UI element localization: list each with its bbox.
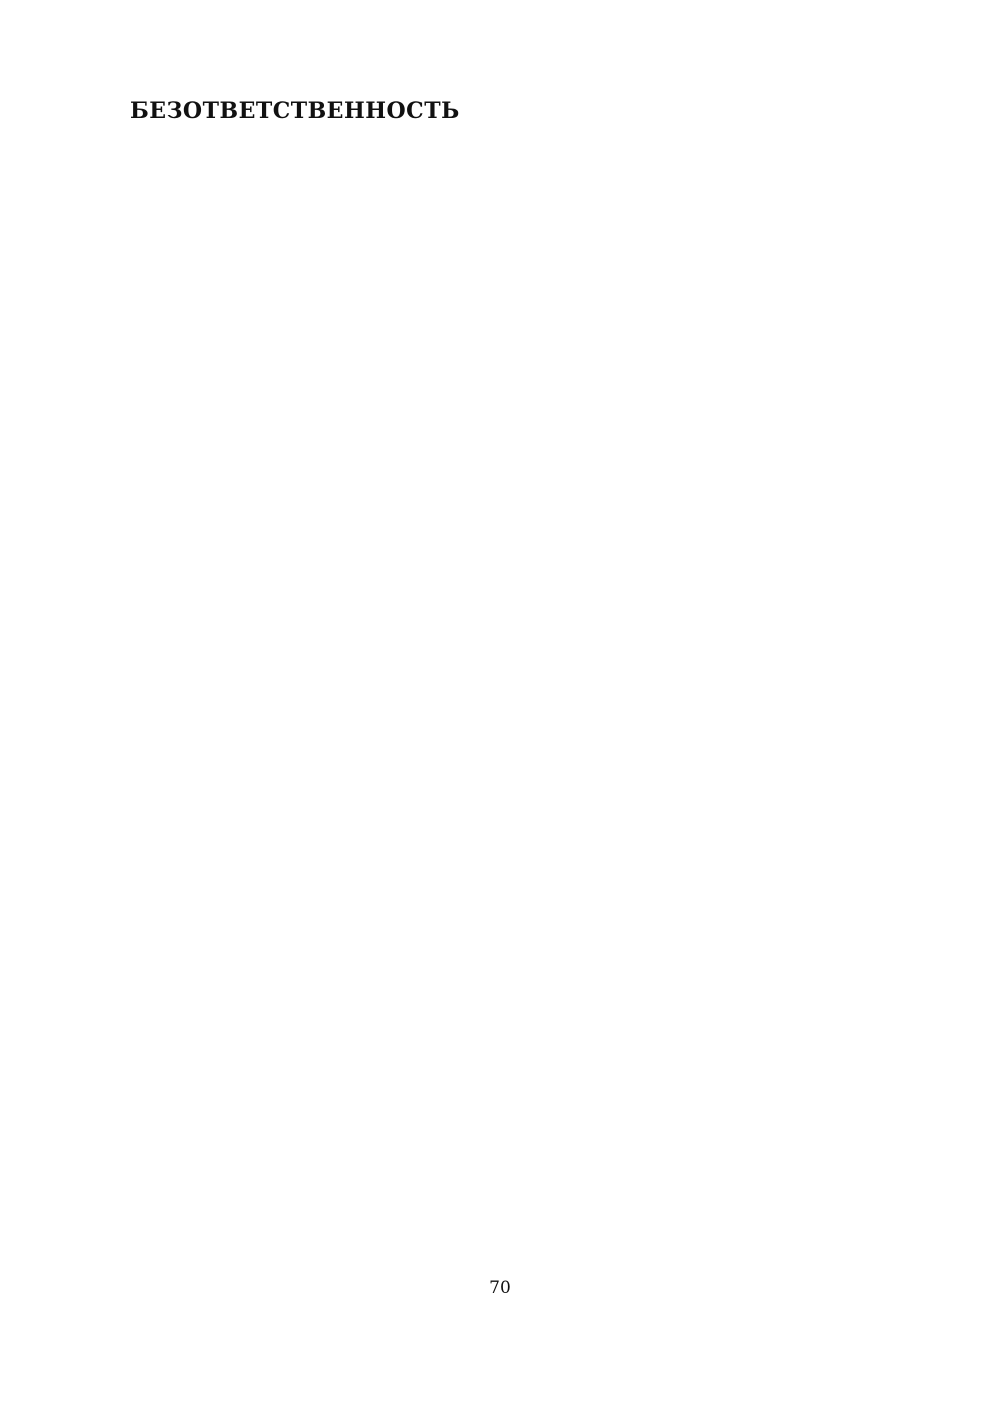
running-head: БЕЗОТВЕТСТВЕННОСТЬ	[130, 98, 460, 124]
page-number: 70	[489, 1278, 511, 1298]
